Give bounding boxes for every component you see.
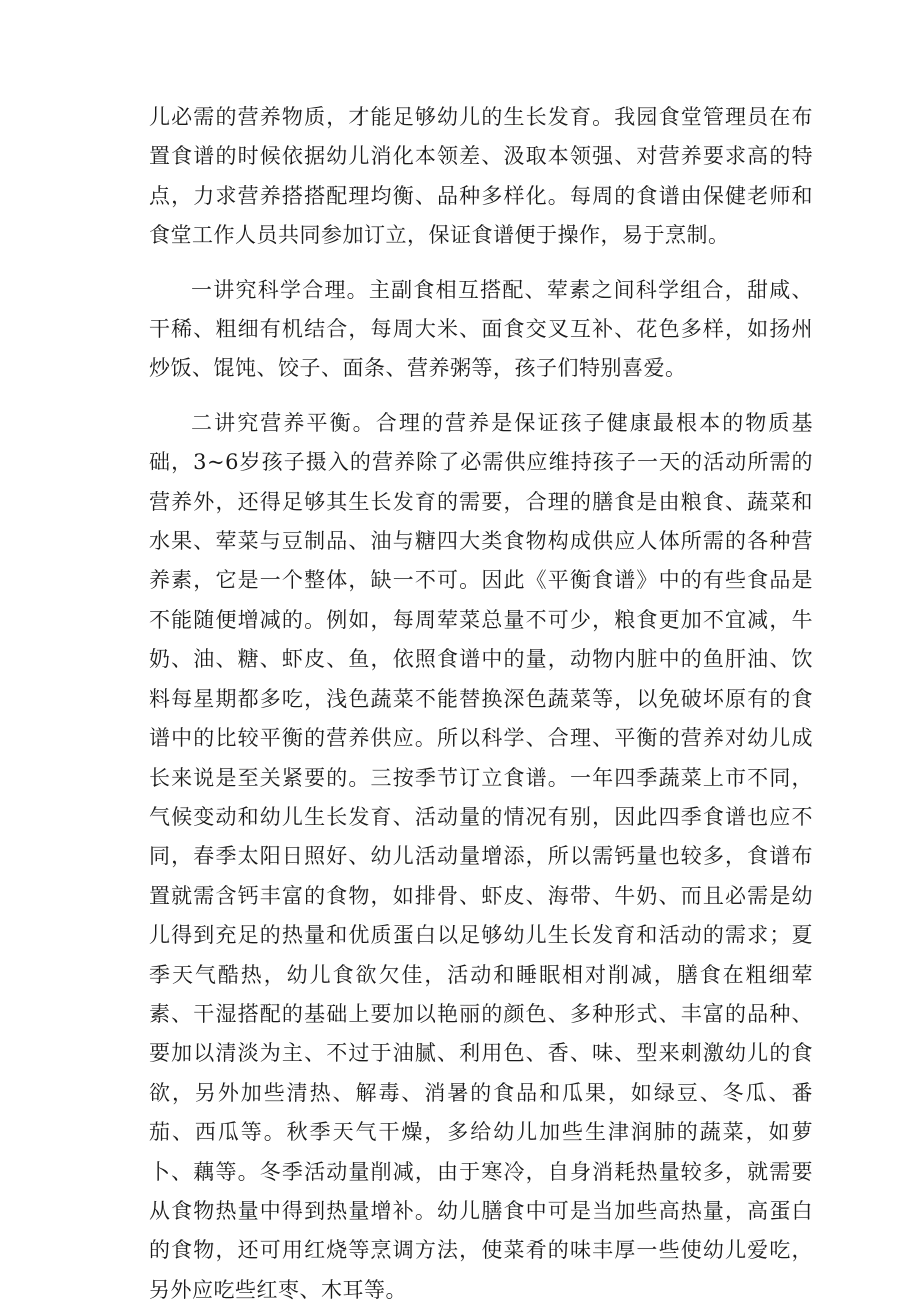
paragraph-gap: [149, 256, 813, 271]
paragraph-continuation: 儿必需的营养物质，才能足够幼儿的生长发育。我园食堂管理员在布置食谱的时候依据幼儿消化本领差、汲取本领强、对营养要求高的特点，力求营养搭搭配理均衡、品种多样化。每周的食谱由保健老师和食堂工作人员共同参加订立，保证食谱便于操作，易于烹制。: [149, 105, 813, 248]
paragraph-balance: 二讲究营养平衡。合理的营养是保证孩子健康最根本的物质基础，3~6岁孩子摄入的营养除了必需供应维持孩子一天的活动所需的营养外，还得足够其生长发育的需要，合理的膳食是由粮食、蔬菜和水果、荤菜与豆制品、油与糖四大类食物构成供应人体所需的各种营养素，它是一个整体，缺一不可。因此《平衡食谱》中的有些食品是不能随便增减的。例如，每周荤菜总量不可少，粮食更加不宜减，牛奶、油、糖、虾皮、鱼，依照食谱中的量，动物内脏中的鱼肝油、饮料每星期都多吃，浅色蔬菜不能替换深色蔬菜等，以免破坏原有的食谱中的比较平衡的营养供应。所以科学、合理、平衡的营养对幼儿成长来说是至关紧要的。三按季节订立食谱。一年四季蔬菜上市不同，气候变动和幼儿生长发育、活动量的情况有别，因此四季食谱也应不同，春季太阳日照好、幼儿活动量增添，所以需钙量也较多，食谱布置就需含钙丰富的食物，如排骨、虾皮、海带、牛奶、而且必需是幼儿得到充足的热量和优质蛋白以足够幼儿生长发育和活动的需求；夏季天气酷热，幼儿食欲欠佳，活动和睡眠相对削减，膳食在粗细荤素、干湿搭配的基础上要加以艳丽的颜色、多种形式、丰富的品种、要加以清淡为主、不过于油腻、利用色、香、味、型来刺激幼儿的食欲，另外加些清热、解毒、消暑的食品和瓜果，如绿豆、冬瓜、番茄、西瓜等。秋季天气干燥，多给幼儿加些生津润肺的蔬菜，如萝卜、藕等。冬季活动量削减，由于寒冷，自身消耗热量较多，就需要从食物热量中得到热量增补。幼儿膳食中可是当加些高热量，高蛋白的食物，还可用红烧等烹调方法，使菜肴的味丰厚一些使幼儿爱吃，另外应吃些红枣、木耳等。: [149, 410, 813, 1302]
document-body: [149, 98, 813, 1310]
paragraph-gap: [149, 389, 813, 404]
paragraph-scientific: 一讲究科学合理。主副食相互搭配、荤素之间科学组合，甜咸、干稀、粗细有机结合，每周大米、面食交叉互补、花色多样，如扬州炒饭、馄饨、饺子、面条、营养粥等，孩子们特别喜爱。: [149, 277, 813, 381]
